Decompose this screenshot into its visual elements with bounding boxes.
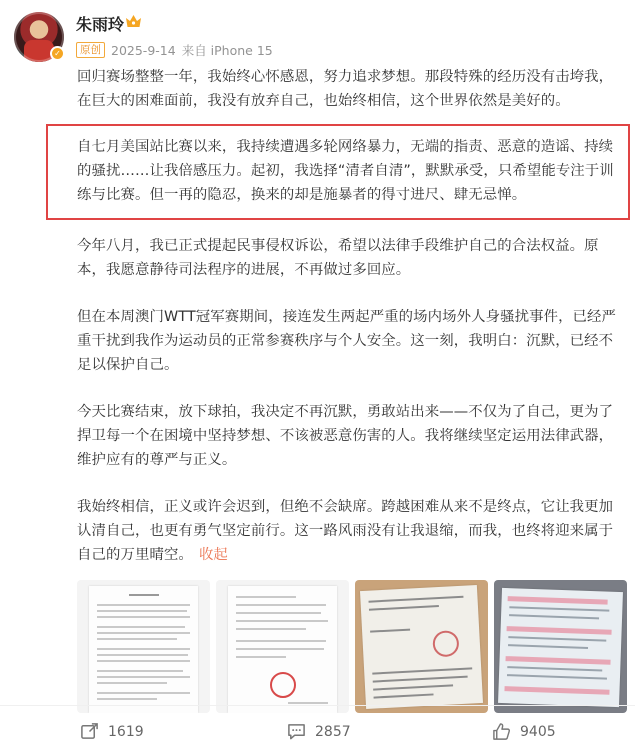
paragraph-3: 今年八月，我已正式提起民事侵权诉讼，希望以法律手段维护自己的合法权益。原本，我愿意静待司法程序的进展，不再做过多回应。 (77, 238, 599, 278)
post-header (0, 0, 635, 70)
paragraph-6-text: 我始终相信，正义或许会迟到，但绝不会缺席。跨越困难从来不是终点，它让我更加认清自己，也更有勇气坚定前行。这一路风雨没有让我退缩，而我，也终将迎来属于自己的万里晴空。 (77, 499, 614, 563)
like-count: 9405 (520, 723, 556, 740)
paragraph-4: 但在本周澳门WTT冠军赛期间，接连发生两起严重的场内场外人身骚扰事件，已经严重干扰到我作为运动员的正常参赛秩序与个人安全。这一刻，我明白：沉默，已经不足以保护自己。 (77, 309, 617, 373)
paragraph-5: 今天比赛结束，放下球拍，我决定不再沉默，勇敢站出来——不仅为了自己，更为了捍卫每一个在困境中坚持梦想、不该被恶意伤害的人。我将继续坚定运用法律武器，维护应有的尊严与正义。 (77, 404, 614, 468)
post-source: 来自 iPhone 15 (181, 43, 273, 58)
image-thumb-1[interactable] (77, 580, 210, 713)
action-bar (0, 705, 635, 755)
document-page (228, 586, 337, 713)
red-seal-icon (270, 672, 296, 698)
repost-button[interactable] (80, 722, 144, 741)
verified-badge-icon: ✓ (50, 46, 65, 61)
user-name[interactable]: 朱雨玲 (76, 15, 125, 34)
paragraph-1: 回归赛场整整一年，我始终心怀感恩，努力追求梦想。那段特殊的经历没有击垮我，在巨大的困难面前，我没有放弃自己，也始终相信，这个世界依然是美好的。 (77, 69, 614, 109)
comment-button[interactable] (287, 722, 351, 741)
thumbs-up-icon (492, 722, 511, 741)
image-thumb-4[interactable] (494, 580, 627, 713)
like-button[interactable] (492, 722, 556, 741)
document-photo (498, 588, 623, 707)
image-thumb-2[interactable] (216, 580, 349, 713)
document-page (89, 586, 198, 713)
post-meta (76, 41, 273, 59)
paragraph-2: 自七月美国站比赛以来，我持续遭遇多轮网络暴力，无端的指责、恶意的造谣、持续的骚扰……让我倍感压力。起初，我选择“清者自清”，默默承受，只希望能专注于训练与比赛。但一再的隐忍，换来的却是施暴者的得寸进尺、肆无忌惮。 (77, 139, 614, 203)
vip-crown-icon[interactable] (125, 14, 142, 29)
collapse-link[interactable]: 收起 (198, 547, 228, 563)
comment-icon (287, 722, 306, 741)
comment-count: 2857 (315, 723, 351, 740)
repost-icon (80, 722, 99, 741)
repost-count: 1619 (108, 723, 144, 740)
image-thumb-3[interactable] (355, 580, 488, 713)
image-gallery (77, 580, 627, 713)
post-date[interactable]: 2025-9-14 (111, 42, 176, 58)
red-seal-icon (432, 630, 459, 657)
document-photo (360, 585, 483, 709)
paragraph-6 (77, 495, 622, 567)
original-badge: 原创 (76, 42, 105, 58)
